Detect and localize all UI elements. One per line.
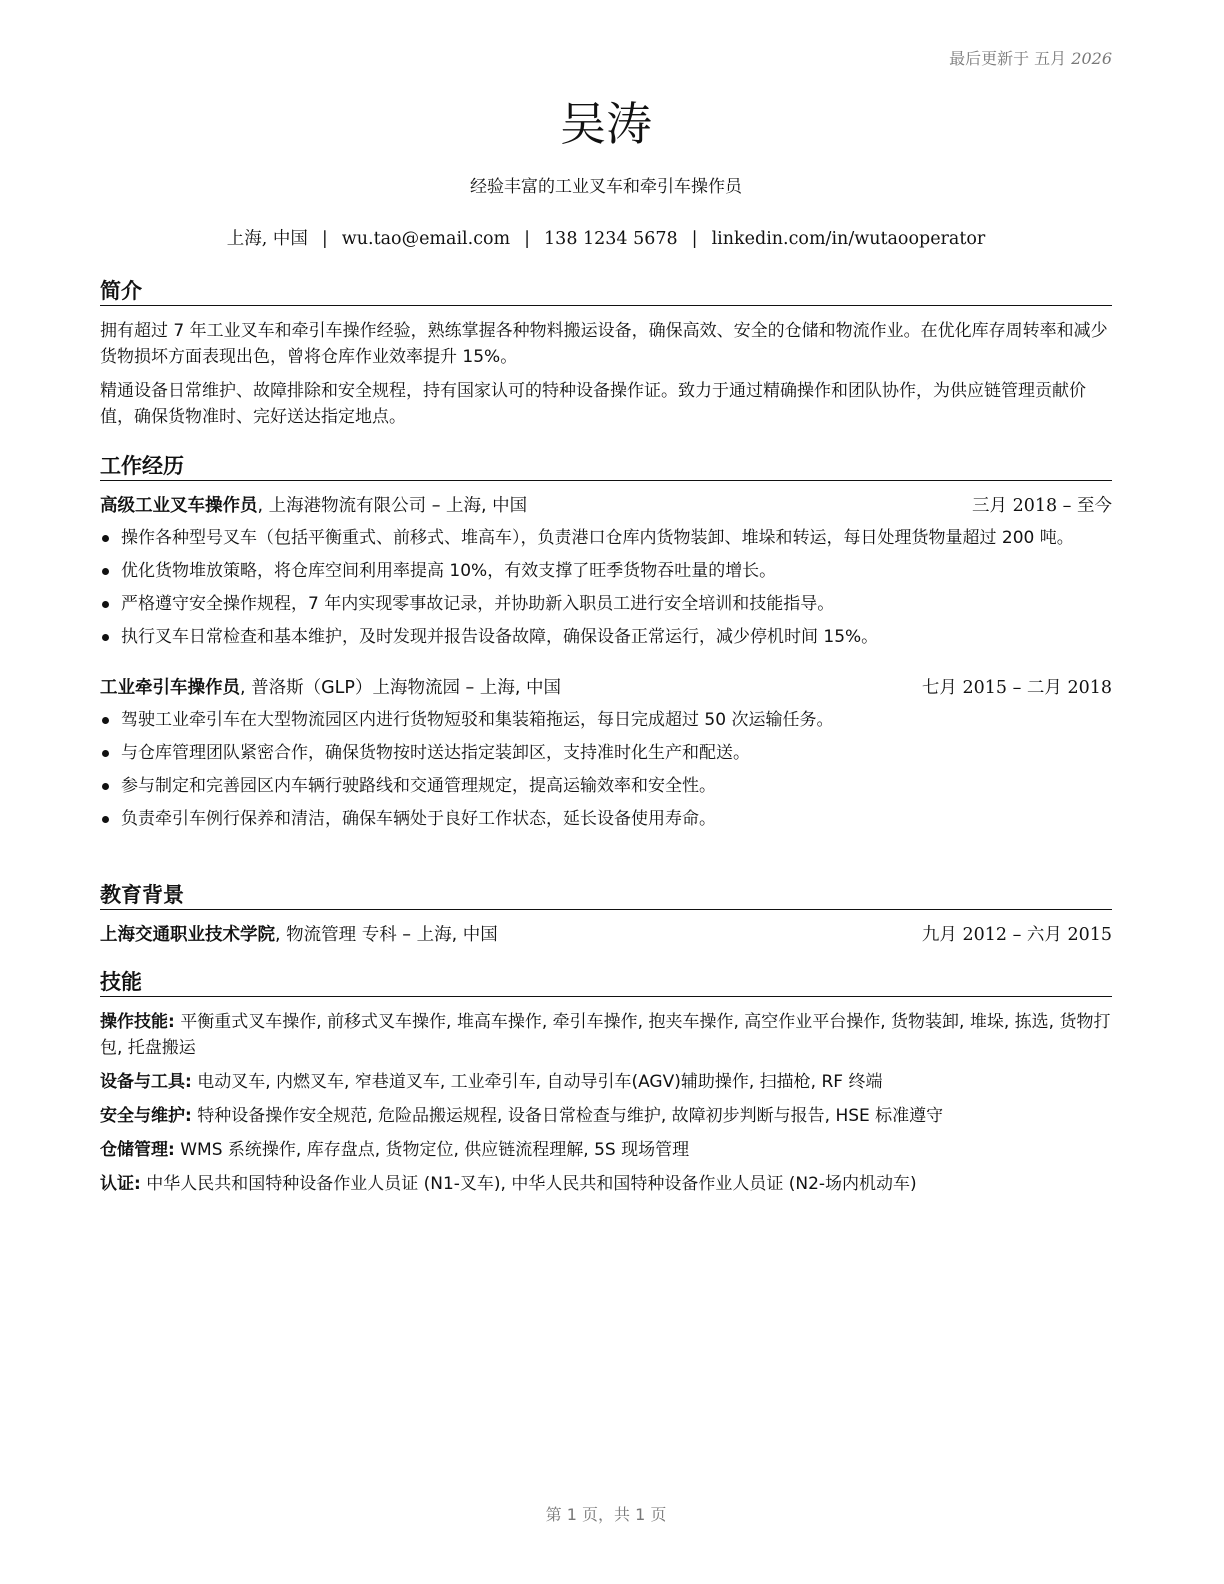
skill-text: WMS 系统操作, 库存盘点, 货物定位, 供应链流程理解, 5S 现场管理: [174, 1140, 690, 1160]
bullet-dot-icon: [102, 783, 109, 790]
job-org: , 上海港物流有限公司 – 上海, 中国: [257, 496, 528, 516]
page-number: 第 1 页，共 1 页: [545, 1505, 667, 1524]
education-section: [100, 882, 1112, 948]
experience-section: [100, 453, 1112, 832]
skill-text: 平衡重式叉车操作, 前移式叉车操作, 堆高车操作, 牵引车操作, 抱夹车操作, 高空作业平台操作, 货物装卸, 堆垛, 拣选, 货物打包, 托盘搬运: [100, 1012, 1111, 1058]
contact-location: 上海, 中国: [226, 229, 308, 249]
skill-text: 特种设备操作安全规范, 危险品搬运规程, 设备日常检查与维护, 故障初步判断与报告, HSE 标准遵守: [191, 1106, 944, 1126]
section-title-summary: 简介: [100, 278, 1112, 306]
section-title-education: 教育背景: [100, 882, 1112, 910]
skill-text: 电动叉车, 内燃叉车, 窄巷道叉车, 工业牵引车, 自动导引车(AGV)辅助操作, 扫描枪, RF 终端: [191, 1072, 883, 1092]
last-updated: [949, 46, 1112, 69]
job-dates: 七月 2015 – 二月 2018: [921, 678, 1112, 698]
bullet-dot-icon: [102, 750, 109, 757]
job-header: [100, 493, 1112, 519]
skill-label: 操作技能:: [100, 1012, 175, 1032]
candidate-headline: 经验丰富的工业叉车和牵引车操作员: [470, 177, 742, 197]
job-title-line: [100, 675, 561, 701]
job-org: , 普洛斯（GLP）上海物流园 – 上海, 中国: [240, 678, 561, 698]
job-role: 高级工业叉车操作员: [100, 496, 258, 516]
section-title-experience: 工作经历: [100, 453, 1112, 481]
job-bullet: 驾驶工业牵引车在大型物流园区内进行货物短驳和集装箱拖运，每日完成超过 50 次运输任务。: [100, 707, 1112, 733]
job-bullet: 优化货物堆放策略，将仓库空间利用率提高 10%，有效支撑了旺季货物吞吐量的增长。: [100, 558, 1112, 584]
job-bullet: 操作各种型号叉车（包括平衡重式、前移式、堆高车），负责港口仓库内货物装卸、堆垛和转运，每日处理货物量超过 200 吨。: [100, 525, 1112, 551]
job-bullet: 与仓库管理团队紧密合作，确保货物按时送达指定装卸区，支持准时化生产和配送。: [100, 740, 1112, 766]
skill-label: 设备与工具:: [100, 1072, 192, 1092]
summary-paragraph: 精通设备日常维护、故障排除和安全规程，持有国家认可的特种设备操作证。致力于通过精确操作和团队协作，为供应链管理贡献价值，确保货物准时、完好送达指定地点。: [100, 381, 1086, 427]
job-entry: [100, 493, 1112, 650]
job-bullet: 严格遵守安全操作规程，7 年内实现零事故记录，并协助新入职员工进行安全培训和技能指导。: [100, 591, 1112, 617]
contact-email[interactable]: wu.tao@email.com: [341, 229, 511, 249]
last-updated-year: 2026: [1071, 49, 1112, 68]
education-detail: , 物流管理 专科 – 上海, 中国: [275, 925, 498, 945]
job-bullets: [100, 707, 1112, 832]
job-entry: [100, 675, 1112, 832]
job-bullets: [100, 525, 1112, 650]
last-updated-label: 最后更新于 五月: [949, 49, 1067, 68]
education-school: 上海交通职业技术学院: [100, 925, 275, 945]
skills-section: [100, 969, 1112, 1197]
section-title-skills: 技能: [100, 969, 1112, 997]
contact-phone[interactable]: 138 1234 5678: [544, 229, 678, 249]
skill-label: 认证:: [100, 1174, 141, 1194]
contact-line: [100, 225, 1112, 250]
summary-section: [100, 278, 1112, 430]
bullet-dot-icon: [102, 634, 109, 641]
bullet-dot-icon: [102, 568, 109, 575]
skill-label: 安全与维护:: [100, 1106, 192, 1126]
skill-text: 中华人民共和国特种设备作业人员证 (N1-叉车), 中华人民共和国特种设备作业人员证 (N2-场内机动车): [140, 1174, 917, 1194]
job-bullet: 参与制定和完善园区内车辆行驶路线和交通管理规定，提高运输效率和安全性。: [100, 773, 1112, 799]
skill-item: [100, 1069, 1112, 1095]
job-title-line: [100, 493, 527, 519]
education-entry: [100, 922, 1112, 948]
bullet-dot-icon: [102, 601, 109, 608]
skill-item: [100, 1009, 1112, 1061]
contact-separator: |: [321, 229, 328, 249]
job-bullet: 执行叉车日常检查和基本维护，及时发现并报告设备故障，确保设备正常运行，减少停机时间 15%。: [100, 624, 1112, 650]
job-role: 工业牵引车操作员: [100, 678, 240, 698]
skill-item: [100, 1171, 1112, 1197]
candidate-name: 吴涛: [560, 97, 652, 151]
summary-paragraph: 拥有超过 7 年工业叉车和牵引车操作经验，熟练掌握各种物料搬运设备，确保高效、安全的仓储和物流作业。在优化库存周转率和减少货物损坏方面表现出色，曾将仓库作业效率提升 15%。: [100, 321, 1108, 367]
skill-item: [100, 1137, 1112, 1163]
skill-label: 仓储管理:: [100, 1140, 175, 1160]
education-dates: 九月 2012 – 六月 2015: [921, 925, 1112, 945]
job-dates: 三月 2018 – 至今: [972, 496, 1112, 516]
job-bullet: 负责牵引车例行保养和清洁，确保车辆处于良好工作状态，延长设备使用寿命。: [100, 806, 1112, 832]
bullet-dot-icon: [102, 535, 109, 542]
education-title-line: [100, 922, 498, 948]
bullet-dot-icon: [102, 717, 109, 724]
skill-item: [100, 1103, 1112, 1129]
contact-separator: |: [691, 229, 698, 249]
resume-page: [100, 0, 1112, 1584]
bullet-dot-icon: [102, 816, 109, 823]
contact-separator: |: [524, 229, 531, 249]
job-header: [100, 675, 1112, 701]
contact-linkedin[interactable]: linkedin.com/in/wutaooperator: [711, 229, 986, 249]
